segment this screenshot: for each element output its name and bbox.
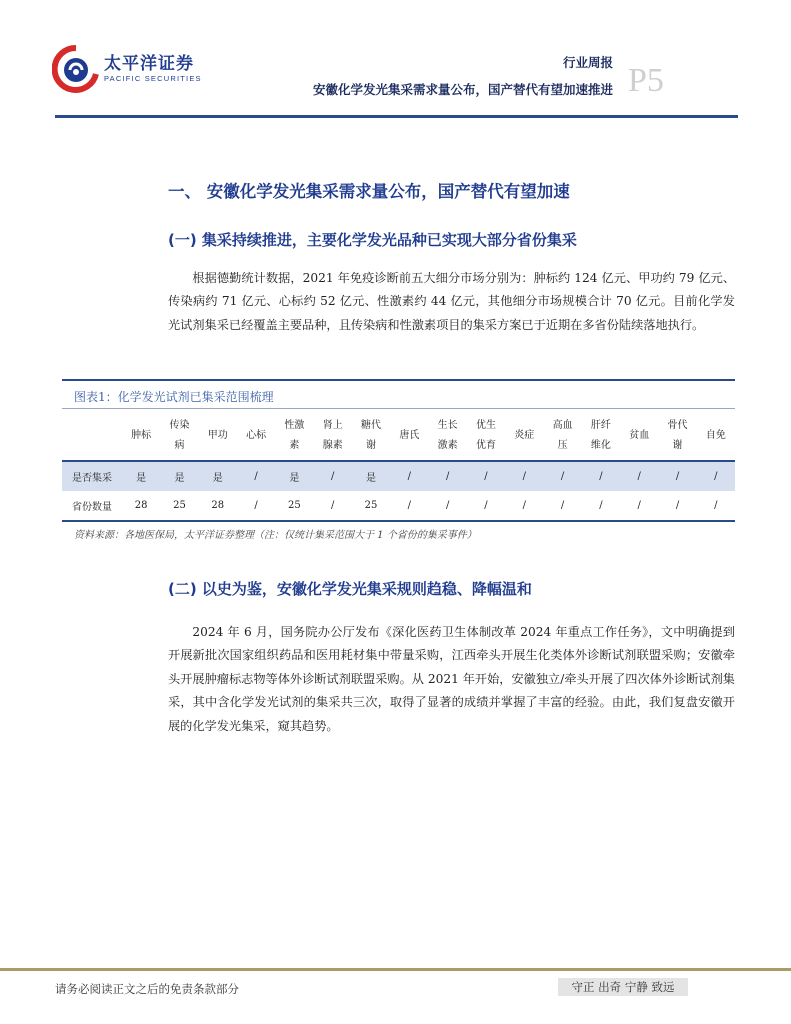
paragraph-1-text: 根据德勤统计数据，2021 年免疫诊断前五大细分市场分别为：肿标约 124 亿元、甲功约 79 亿元、传染病约 71 亿元、心标约 52 亿元、性激素约 44 亿元，其他细分市场规模合计 70 亿元。目前化学发光试剂集采已经覆盖主要品种，且传染病和性激素项目的集采方案已于近期在多省份陆续落地执行。 (168, 271, 735, 332)
table-cell: 是 (275, 461, 313, 491)
table-cell: 28 (199, 491, 237, 521)
logo-mark-icon (52, 44, 100, 94)
column-header-line1: 糖代 (361, 420, 382, 431)
table-cell: 是 (160, 461, 198, 491)
column-header (582, 412, 620, 461)
section-heading: 一、 安徽化学发光集采需求量公布，国产替代有望加速 (168, 182, 570, 201)
column-header-line1: 甲功 (207, 430, 228, 441)
column-header (237, 412, 275, 461)
header-divider (55, 115, 738, 118)
column-header (505, 412, 543, 461)
column-header-line1: 优生 (475, 420, 496, 431)
column-header-line1: 炎症 (514, 430, 535, 441)
scope-table (62, 412, 735, 522)
table-cell: / (582, 491, 620, 521)
table-cell: / (467, 491, 505, 521)
column-header-line2: 优育 (475, 440, 496, 451)
table-cell: / (237, 491, 275, 521)
column-header (390, 412, 428, 461)
column-header (160, 412, 198, 461)
table-cell: 25 (275, 491, 313, 521)
table-cell: / (314, 491, 352, 521)
column-header (658, 412, 696, 461)
column-header (467, 412, 505, 461)
column-header (314, 412, 352, 461)
figure-title: 图表1：化学发光试剂已集采范围梳理 (74, 390, 274, 404)
figure-source: 资料来源：各地医保局，太平洋证券整理（注：仅统计集采范围大于 1 个省份的集采事件） (74, 530, 477, 541)
footer-divider (0, 968, 791, 971)
table-row (62, 491, 735, 521)
footer-disclaimer: 请务必阅读正文之后的免责条款部分 (55, 982, 239, 996)
column-header-line1: 肾上 (322, 420, 343, 431)
page-number: P5 (628, 62, 664, 99)
table-cell: / (658, 491, 696, 521)
column-header (429, 412, 467, 461)
table-cell: / (314, 461, 352, 491)
logo-english-name: PACIFIC SECURITIES (104, 74, 202, 83)
table-header-row (62, 412, 735, 461)
column-header-line1: 传染 (169, 420, 190, 431)
column-header-line2: 压 (557, 440, 568, 451)
column-header-line2: 谢 (672, 440, 683, 451)
column-header-line2: 激素 (437, 440, 458, 451)
table-cell: / (237, 461, 275, 491)
column-header-line1: 生长 (437, 420, 458, 431)
column-header (352, 412, 390, 461)
column-header (697, 412, 735, 461)
column-header (620, 412, 658, 461)
column-header (199, 412, 237, 461)
table-cell: / (390, 461, 428, 491)
figure-title-rule (62, 408, 735, 409)
table-cell: / (429, 461, 467, 491)
table-cell: / (505, 491, 543, 521)
column-header-line2: 病 (174, 440, 185, 451)
footer-motto: 守正 出奇 宁静 致远 (558, 978, 688, 996)
table-cell: / (543, 491, 581, 521)
column-header-line1: 肝纤 (590, 420, 611, 431)
table-row (62, 461, 735, 491)
column-header-line1: 骨代 (667, 420, 688, 431)
table-cell: / (697, 461, 735, 491)
column-header-line1: 心标 (246, 430, 267, 441)
paragraph-1 (168, 267, 735, 337)
column-header-line2: 维化 (590, 440, 611, 451)
column-header-line1: 唐氏 (399, 430, 420, 441)
logo-chinese-name: 太平洋证券 (104, 54, 194, 74)
column-header (543, 412, 581, 461)
column-header-line1: 高血 (552, 420, 573, 431)
table-cell: / (467, 461, 505, 491)
table-cell: 是 (199, 461, 237, 491)
column-header (275, 412, 313, 461)
column-header-line2: 谢 (366, 440, 377, 451)
table-cell: 是 (122, 461, 160, 491)
column-header (122, 412, 160, 461)
table-cell: / (429, 491, 467, 521)
column-header-line2: 腺素 (322, 440, 343, 451)
table-cell: / (390, 491, 428, 521)
column-header-line1: 贫血 (629, 430, 650, 441)
table-cell: / (658, 461, 696, 491)
report-type: 行业周报 (562, 55, 613, 70)
company-logo (52, 44, 212, 94)
column-header-line1: 自免 (705, 430, 726, 441)
table-cell: / (543, 461, 581, 491)
table-cell: 25 (160, 491, 198, 521)
table-cell: / (697, 491, 735, 521)
table-cell: / (582, 461, 620, 491)
table-cell: 是 (352, 461, 390, 491)
table-cell: 28 (122, 491, 160, 521)
figure-top-rule (62, 379, 735, 381)
table-corner (62, 412, 122, 461)
table-cell: 25 (352, 491, 390, 521)
table-cell: / (620, 491, 658, 521)
row-label: 省份数量 (62, 491, 122, 521)
paragraph-2 (168, 621, 735, 738)
column-header-line2: 素 (289, 440, 300, 451)
column-header-line1: 性激 (284, 420, 305, 431)
column-header-line1: 肿标 (131, 430, 152, 441)
subsection-heading-1: (一) 集采持续推进，主要化学发光品种已实现大部分省份集采 (168, 231, 577, 249)
row-label: 是否集采 (62, 461, 122, 491)
subsection-heading-2: (二) 以史为鉴，安徽化学发光集采规则趋稳、降幅温和 (168, 580, 532, 598)
header-subtitle: 安徽化学发光集采需求量公布，国产替代有望加速推进 (312, 82, 613, 97)
paragraph-2-text: 2024 年 6 月，国务院办公厅发布《深化医药卫生体制改革 2024 年重点工作任务》，文中明确提到开展新批次国家组织药品和医用耗材集中带量采购，江西牵头开展生化类体外诊断试剂联盟采购；安徽牵头开展肿瘤标志物等体外诊断试剂联盟采购。从 2021 年开始，安徽独立/牵头开展了四次体外诊断试剂集采，其中含化学发光试剂的集采共三次，取得了显著的成绩并掌握了丰富的经验。由此，我们复盘安徽开展的化学发光集采，窥其趋势。 (168, 625, 735, 733)
table-cell: / (620, 461, 658, 491)
table-cell: / (505, 461, 543, 491)
